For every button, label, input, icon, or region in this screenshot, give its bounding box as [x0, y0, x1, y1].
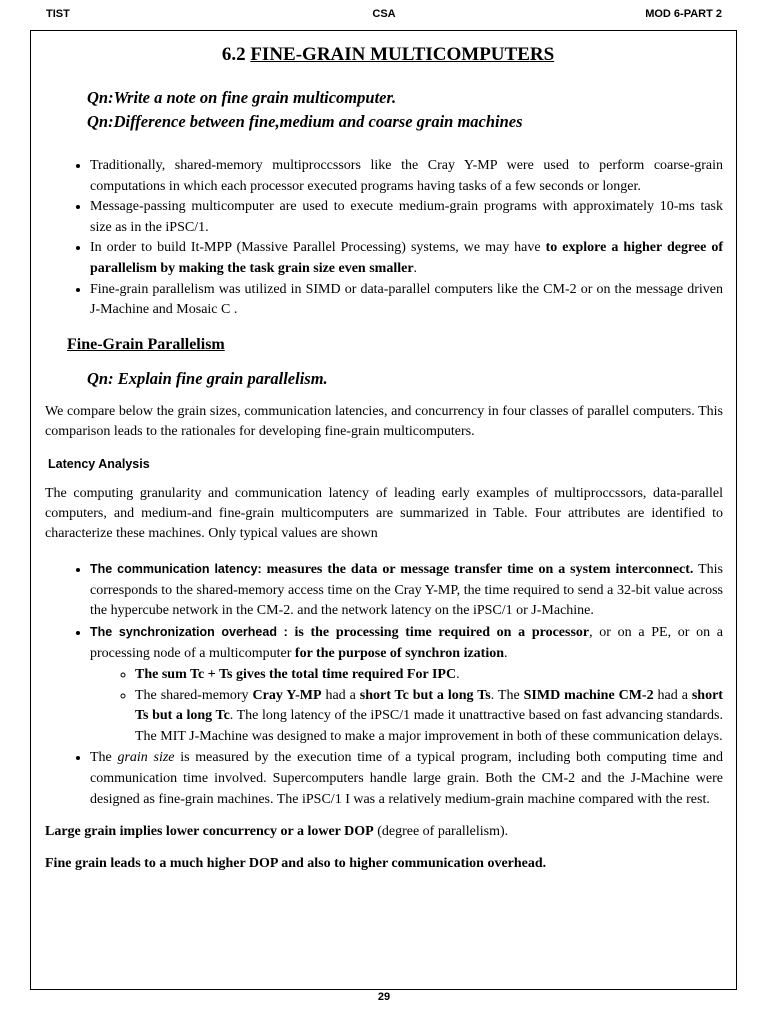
sub2-t2: had a [321, 687, 360, 703]
page-number: 29 [377, 991, 391, 1003]
sync-sub-2 [135, 686, 723, 748]
sync-bold: is the processing time required on a processor [287, 625, 590, 641]
latency-bold: measures the data or message transfer time on a system interconnect. [261, 561, 694, 577]
latency-label: The communication latency: [90, 561, 262, 576]
grain-rest: is measured by the execution time of a typical program, including both computing time and communication time involved. Supercomputers handle large grain. Both the CM-2 and the J-Machine were designed as fine-grain machines. The iPSC/1 I was a relatively medium-grain machine compared with the rest. [90, 749, 724, 807]
sub2-b2: short Tc but a long Ts [359, 687, 491, 703]
intro-bullet-2: • Message-passing multicomputer are used to execute medium-grain programs with approximately 10-ms task size as in the iPSC/1. [90, 197, 723, 238]
comparison-paragraph: We compare below the grain sizes, communication latencies, and concurrency in four classes of parallel computers. This comparison leads to the rationales for developing fine-grain multicomputers. [45, 403, 723, 439]
sub1-bold: The sum Tc + Ts gives the total time required For IPC [135, 666, 457, 682]
sync-mid: , or on a PE, or on a processing node of a multicomputer [90, 625, 723, 661]
latency-bullet-list [45, 559, 723, 811]
sub2-t1: The shared-memory [135, 687, 253, 703]
intro-bullet-list [45, 156, 723, 321]
intro-bullet-3 [90, 238, 723, 279]
grain-italic: grain size [117, 749, 175, 765]
question-2: Qn:Difference between fine,medium and coarse grain machines [87, 112, 523, 131]
latency-heading: Latency Analysis [48, 456, 150, 471]
question-1: Qn:Write a note on fine grain multicomputer. [87, 88, 397, 107]
closing-1-rest: (degree of parallelism). [373, 824, 509, 840]
title-text: FINE-GRAIN MULTICOMPUTERS [250, 44, 555, 65]
latency-paragraph: The computing granularity and communication latency of leading early examples of multiproccssors, data-parallel computers, and medium-and fine-grain multicomputers are summarized in Table. Four attributes are identified to characterize these machines. Only typical values are shown [45, 485, 723, 541]
sub2-b1: Cray Y-MP [252, 687, 322, 703]
sub1-end: . [456, 666, 460, 682]
sub2-t4: had a [653, 687, 692, 703]
closing-line-2 [45, 854, 723, 874]
sub2-b3: SIMD machine CM-2 [523, 687, 654, 703]
question-3: Qn: Explain fine grain parallelism. [87, 368, 328, 388]
grain-pre: The [90, 749, 118, 765]
bullet-3-bold: to explore a higher degree of parallelism by making the task grain size even smaller [90, 240, 723, 276]
latency-bullet-3 [90, 748, 723, 810]
latency-bullet-1 [90, 559, 723, 622]
page-title [45, 44, 723, 66]
bullet-3-post: . [413, 260, 418, 276]
header-left: TIST [46, 8, 70, 20]
question-block [87, 86, 723, 134]
title-number: 6.2 [221, 44, 246, 65]
closing-2-bold: Fine grain leads to a much higher DOP and also to higher communication overhead. [45, 856, 547, 872]
sub2-t5: . The long latency of the iPSC/1 made it unattractive based on fast advancing standards. The MIT J-Machine was designed to make a major improvement in both of these communication delays. [135, 708, 723, 745]
intro-bullet-1: • Traditionally, shared-memory multiproccssors like the Cray Y-MP were used to perform coarse-grain computations in which each processor executed programs having tasks of a few seconds or longer. [90, 156, 723, 197]
sync-end: . [504, 645, 508, 661]
sub2-t3: . The [490, 687, 524, 703]
closing-1-bold: Large grain implies lower concurrency or a lower DOP [45, 824, 374, 840]
sub2-b4: short Ts but a long Tc [135, 687, 723, 724]
latency-rest: This corresponds to the shared-memory access time on the Cray Y-MP, the time required to send a 32-bit value across the hypercube network in the CM-2. and the network latency on the iPSC/1 or J-Machine. [90, 561, 724, 619]
bullet-3-pre: In order to build It-MPP (Massive Parallel Processing) systems, we may have [90, 240, 546, 256]
page-content [45, 44, 723, 874]
intro-bullet-4: • Fine-grain parallelism was utilized in SIMD or data-parallel computers like the CM-2 or on the message driven J-Machine and Mosaic C . [90, 280, 723, 321]
header-center: CSA [372, 8, 396, 20]
latency-bullet-2 [90, 622, 723, 748]
sync-sub-list [90, 665, 723, 748]
closing-line-1 [45, 822, 723, 842]
sync-sub-1 [135, 665, 723, 686]
sync-bold-2: for the purpose of synchron ization [294, 645, 505, 661]
header-right: MOD 6-PART 2 [645, 8, 722, 20]
section-heading-text: Fine-Grain Parallelism [67, 335, 225, 353]
sync-label: The synchronization overhead : [90, 625, 288, 640]
section-heading-fine-grain [67, 336, 723, 354]
